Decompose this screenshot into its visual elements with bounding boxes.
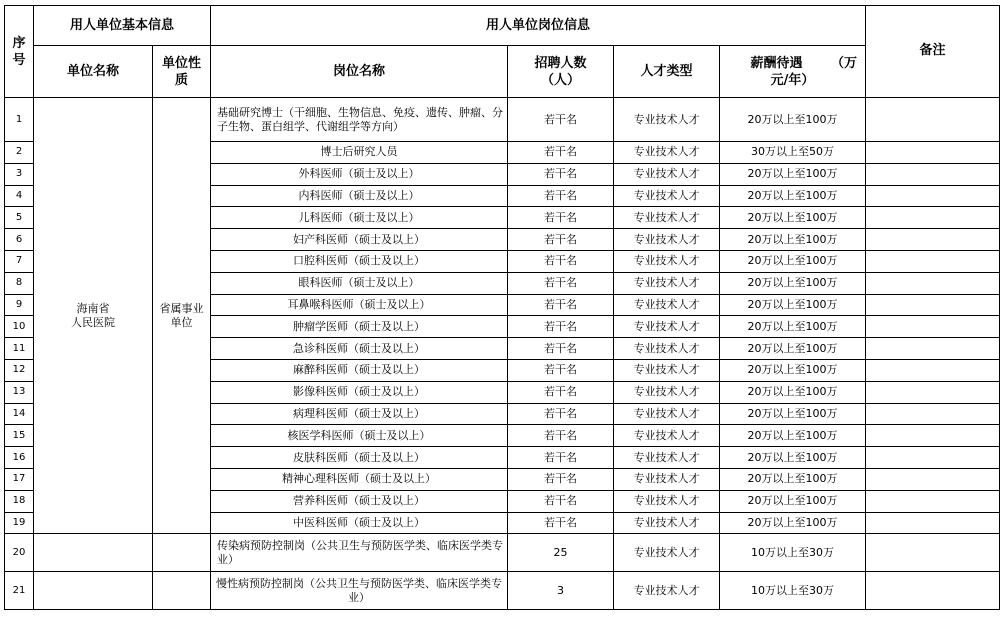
post-name-cell: 内科医师（硕士及以上） — [211, 185, 508, 207]
pay-cell: 20万以上至100万 — [720, 338, 866, 360]
pay-header-a: 薪酬待遇 — [750, 55, 803, 71]
recruit-count-cell: 若干名 — [508, 185, 614, 207]
seq-cell: 17 — [5, 468, 34, 490]
remarks-cell — [866, 359, 1000, 381]
seq-cell: 13 — [5, 381, 34, 403]
remarks-cell — [866, 534, 1000, 572]
pay-cell: 10万以上至30万 — [720, 572, 866, 610]
recruit-count-cell: 若干名 — [508, 229, 614, 251]
post-name-cell: 核医学科医师（硕士及以上） — [211, 425, 508, 447]
remarks-cell — [866, 229, 1000, 251]
recruit-count-header: 招聘人数（人） — [508, 46, 614, 98]
talent-type-cell: 专业技术人才 — [614, 272, 720, 294]
recruit-count-cell: 若干名 — [508, 512, 614, 534]
pay-cell: 20万以上至100万 — [720, 272, 866, 294]
remarks-cell — [866, 572, 1000, 610]
post-name-cell: 妇产科医师（硕士及以上） — [211, 229, 508, 251]
seq-cell: 4 — [5, 185, 34, 207]
seq-cell: 7 — [5, 250, 34, 272]
table-row — [5, 98, 1000, 142]
recruit-count-cell: 若干名 — [508, 359, 614, 381]
remarks-cell — [866, 425, 1000, 447]
pay-cell: 20万以上至100万 — [720, 250, 866, 272]
recruit-count-cell: 25 — [508, 534, 614, 572]
unit-nature-line1: 省属事业 — [159, 301, 204, 315]
unit-name-header: 单位名称 — [34, 46, 153, 98]
post-name-cell: 外科医师（硕士及以上） — [211, 163, 508, 185]
talent-type-cell: 专业技术人才 — [614, 207, 720, 229]
pay-cell: 20万以上至100万 — [720, 403, 866, 425]
remarks-cell — [866, 163, 1000, 185]
table-row — [5, 572, 1000, 610]
recruit-count-cell: 若干名 — [508, 98, 614, 142]
talent-type-cell: 专业技术人才 — [614, 572, 720, 610]
post-name-cell: 肿瘤学医师（硕士及以上） — [211, 316, 508, 338]
seq-cell: 11 — [5, 338, 34, 360]
post-name-cell: 病理科医师（硕士及以上） — [211, 403, 508, 425]
remarks-cell — [866, 142, 1000, 164]
post-name-cell: 皮肤科医师（硕士及以上） — [211, 447, 508, 469]
pay-header — [720, 46, 866, 98]
post-info-header: 用人单位岗位信息 — [211, 6, 866, 46]
pay-cell: 20万以上至100万 — [720, 425, 866, 447]
post-name-cell: 眼科医师（硕士及以上） — [211, 272, 508, 294]
recruit-count-cell: 3 — [508, 572, 614, 610]
pay-cell: 20万以上至100万 — [720, 316, 866, 338]
talent-type-cell: 专业技术人才 — [614, 338, 720, 360]
talent-type-cell: 专业技术人才 — [614, 403, 720, 425]
unit-name-cell-empty — [34, 572, 153, 610]
talent-type-cell: 专业技术人才 — [614, 185, 720, 207]
recruit-count-cell: 若干名 — [508, 381, 614, 403]
pay-cell: 20万以上至100万 — [720, 294, 866, 316]
unit-nature-header: 单位性质 — [153, 46, 211, 98]
post-name-cell: 基础研究博士（干细胞、生物信息、免疫、遗传、肿瘤、分子生物、蛋白组学、代谢组学等方向） — [211, 98, 508, 142]
remarks-cell — [866, 381, 1000, 403]
seq-cell: 21 — [5, 572, 34, 610]
pay-header-c: 元/年） — [770, 72, 815, 88]
post-name-cell: 口腔科医师（硕士及以上） — [211, 250, 508, 272]
pay-cell: 20万以上至100万 — [720, 359, 866, 381]
recruit-count-cell: 若干名 — [508, 338, 614, 360]
unit-nature-line2: 单位 — [170, 315, 193, 329]
seq-cell: 5 — [5, 207, 34, 229]
pay-cell: 20万以上至100万 — [720, 98, 866, 142]
pay-cell: 20万以上至100万 — [720, 468, 866, 490]
table-row — [5, 534, 1000, 572]
seq-cell: 16 — [5, 447, 34, 469]
unit-name-line1: 海南省 — [76, 301, 110, 315]
post-name-cell: 营养科医师（硕士及以上） — [211, 490, 508, 512]
remarks-cell — [866, 468, 1000, 490]
post-name-cell: 精神心理科医师（硕士及以上） — [211, 468, 508, 490]
recruitment-table — [4, 5, 1000, 610]
recruit-count-cell: 若干名 — [508, 142, 614, 164]
talent-type-cell: 专业技术人才 — [614, 512, 720, 534]
talent-type-cell: 专业技术人才 — [614, 229, 720, 251]
unit-nature-cell — [153, 98, 211, 534]
seq-cell: 9 — [5, 294, 34, 316]
talent-type-cell: 专业技术人才 — [614, 294, 720, 316]
pay-cell: 20万以上至100万 — [720, 381, 866, 403]
post-name-cell: 影像科医师（硕士及以上） — [211, 381, 508, 403]
basic-info-header: 用人单位基本信息 — [34, 6, 211, 46]
seq-cell: 12 — [5, 359, 34, 381]
post-name-cell: 急诊科医师（硕士及以上） — [211, 338, 508, 360]
seq-cell: 20 — [5, 534, 34, 572]
table-body — [5, 98, 1000, 610]
remarks-cell — [866, 272, 1000, 294]
remarks-cell — [866, 316, 1000, 338]
remarks-header: 备注 — [866, 6, 1000, 98]
unit-name-cell — [34, 98, 153, 534]
seq-cell: 6 — [5, 229, 34, 251]
seq-cell: 18 — [5, 490, 34, 512]
recruit-count-cell: 若干名 — [508, 294, 614, 316]
pay-cell: 20万以上至100万 — [720, 163, 866, 185]
seq-cell: 1 — [5, 98, 34, 142]
post-name-cell: 耳鼻喉科医师（硕士及以上） — [211, 294, 508, 316]
talent-type-cell: 专业技术人才 — [614, 534, 720, 572]
post-name-cell: 传染病预防控制岗（公共卫生与预防医学类、临床医学类专业） — [211, 534, 508, 572]
talent-type-cell: 专业技术人才 — [614, 142, 720, 164]
talent-type-cell: 专业技术人才 — [614, 250, 720, 272]
post-name-cell: 博士后研究人员 — [211, 142, 508, 164]
remarks-cell — [866, 207, 1000, 229]
seq-cell: 19 — [5, 512, 34, 534]
remarks-cell — [866, 98, 1000, 142]
pay-cell: 20万以上至100万 — [720, 512, 866, 534]
remarks-cell — [866, 338, 1000, 360]
remarks-cell — [866, 447, 1000, 469]
recruit-count-cell: 若干名 — [508, 163, 614, 185]
recruit-count-cell: 若干名 — [508, 207, 614, 229]
post-name-cell: 麻醉科医师（硕士及以上） — [211, 359, 508, 381]
talent-type-cell: 专业技术人才 — [614, 468, 720, 490]
unit-nature-cell-empty — [153, 534, 211, 572]
recruit-count-cell: 若干名 — [508, 490, 614, 512]
seq-cell: 3 — [5, 163, 34, 185]
seq-cell: 2 — [5, 142, 34, 164]
recruit-count-cell: 若干名 — [508, 468, 614, 490]
talent-type-cell: 专业技术人才 — [614, 447, 720, 469]
recruit-count-cell: 若干名 — [508, 272, 614, 294]
post-name-header: 岗位名称 — [211, 46, 508, 98]
talent-type-cell: 专业技术人才 — [614, 163, 720, 185]
talent-type-cell: 专业技术人才 — [614, 98, 720, 142]
remarks-cell — [866, 185, 1000, 207]
post-name-cell: 慢性病预防控制岗（公共卫生与预防医学类、临床医学类专业） — [211, 572, 508, 610]
talent-type-header: 人才类型 — [614, 46, 720, 98]
recruit-count-cell: 若干名 — [508, 250, 614, 272]
post-name-cell: 儿科医师（硕士及以上） — [211, 207, 508, 229]
pay-cell: 20万以上至100万 — [720, 490, 866, 512]
talent-type-cell: 专业技术人才 — [614, 425, 720, 447]
remarks-cell — [866, 250, 1000, 272]
recruit-count-cell: 若干名 — [508, 425, 614, 447]
unit-name-cell-empty — [34, 534, 153, 572]
post-name-cell: 中医科医师（硕士及以上） — [211, 512, 508, 534]
remarks-cell — [866, 294, 1000, 316]
seq-cell: 14 — [5, 403, 34, 425]
pay-header-b: （万 — [831, 55, 858, 71]
unit-nature-cell-empty — [153, 572, 211, 610]
seq-cell: 15 — [5, 425, 34, 447]
talent-type-cell: 专业技术人才 — [614, 316, 720, 338]
unit-name-line2: 人民医院 — [71, 315, 115, 329]
seq-header: 序号 — [5, 6, 34, 98]
pay-cell: 30万以上至50万 — [720, 142, 866, 164]
recruit-count-cell: 若干名 — [508, 316, 614, 338]
pay-cell: 20万以上至100万 — [720, 185, 866, 207]
talent-type-cell: 专业技术人才 — [614, 359, 720, 381]
remarks-cell — [866, 490, 1000, 512]
recruit-count-cell: 若干名 — [508, 403, 614, 425]
pay-cell: 20万以上至100万 — [720, 229, 866, 251]
seq-cell: 10 — [5, 316, 34, 338]
seq-cell: 8 — [5, 272, 34, 294]
remarks-cell — [866, 512, 1000, 534]
remarks-cell — [866, 403, 1000, 425]
pay-cell: 20万以上至100万 — [720, 207, 866, 229]
talent-type-cell: 专业技术人才 — [614, 381, 720, 403]
pay-cell: 20万以上至100万 — [720, 447, 866, 469]
pay-cell: 10万以上至30万 — [720, 534, 866, 572]
recruit-count-cell: 若干名 — [508, 447, 614, 469]
talent-type-cell: 专业技术人才 — [614, 490, 720, 512]
